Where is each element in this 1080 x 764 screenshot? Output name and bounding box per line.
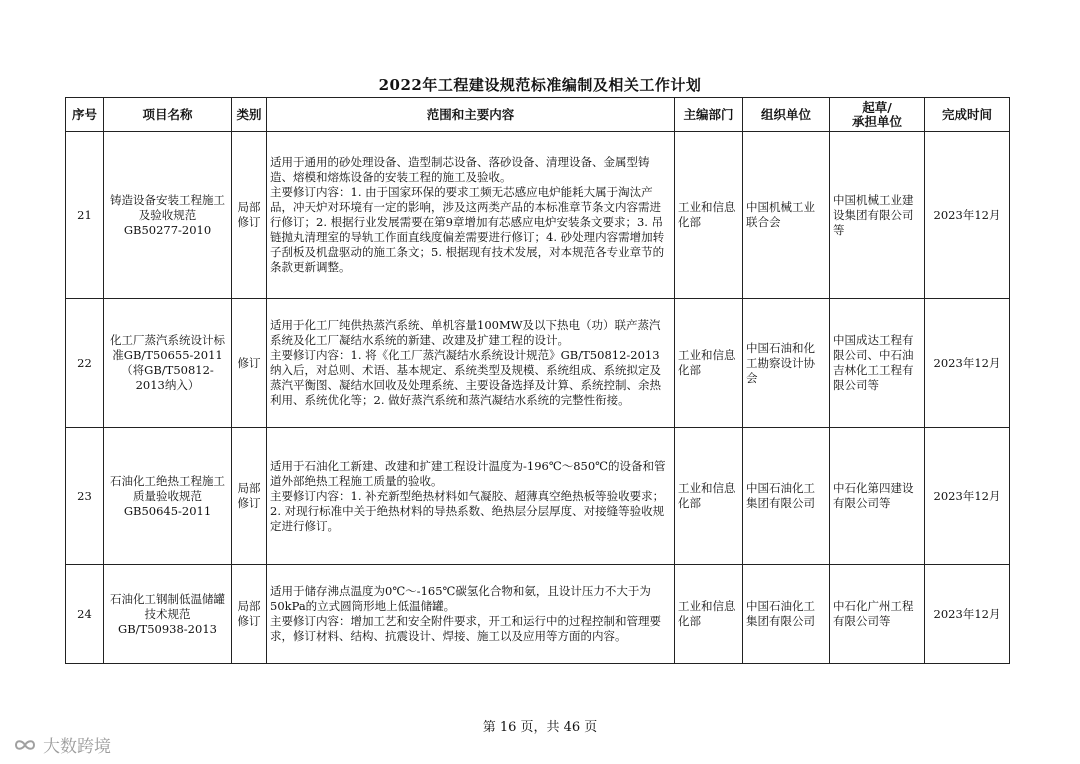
- row-deadline: 2023年12月: [925, 565, 1010, 664]
- row-deadline: 2023年12月: [925, 428, 1010, 565]
- row-drafter: 中石化第四建设有限公司等: [830, 428, 925, 565]
- table-header-row: [66, 98, 1010, 132]
- row-name: 石油化工钢制低温储罐技术规范 GB/T50938-2013: [104, 565, 232, 664]
- infinity-logo-icon: [12, 735, 38, 755]
- header-org: 组织单位: [743, 98, 830, 132]
- page-number: 第 16 页，共 46 页: [482, 720, 598, 735]
- row-name: 铸造设备安装工程施工及验收规范 GB50277-2010: [104, 132, 232, 299]
- row-name: 石油化工绝热工程施工质量验收规范 GB50645-2011: [104, 428, 232, 565]
- watermark-text: 大数跨境: [43, 737, 111, 757]
- row-org: 中国石油和化工勘察设计协会: [743, 299, 830, 428]
- work-plan-table: [65, 97, 1010, 664]
- row-dept: 工业和信息化部: [675, 299, 743, 428]
- row-no: 22: [66, 299, 104, 428]
- row-deadline: 2023年12月: [925, 299, 1010, 428]
- header-type: 类别: [232, 98, 267, 132]
- row-dept: 工业和信息化部: [675, 132, 743, 299]
- row-deadline: 2023年12月: [925, 132, 1010, 299]
- row-type: 局部 修订: [232, 428, 267, 565]
- row-type: 修订: [232, 299, 267, 428]
- row-org: 中国石油化工集团有限公司: [743, 428, 830, 565]
- table-row: [66, 428, 1010, 565]
- header-drafter: 起草/ 承担单位: [830, 98, 925, 132]
- row-scope: 适用于通用的砂处理设备、造型制芯设备、落砂设备、清理设备、金属型铸造、熔模和熔炼设备的安装工程的施工及验收。 主要修订内容：1. 由于国家环保的要求工频无芯感应电炉能耗大属于淘汰产品，冲天炉对环境有一定的影响，涉及这两类产品的本标准章节条文内容需进行修订；2. 根据行业发展需要在第9章增加有芯感应电炉安装条文要求；3. 吊链抛丸清理室的导轨工作面直线度偏差需要进行修订；4. 砂处理内容需增加转子刮板及机盘驱动的施工条文；5. 根据现有技术发展，对本规范各专业章节的条款更新调整。: [267, 132, 675, 299]
- row-org: 中国机械工业联合会: [743, 132, 830, 299]
- header-dept: 主编部门: [675, 98, 743, 132]
- row-dept: 工业和信息化部: [675, 428, 743, 565]
- row-type: 局部 修订: [232, 565, 267, 664]
- row-drafter: 中石化广州工程有限公司等: [830, 565, 925, 664]
- row-type: 局部 修订: [232, 132, 267, 299]
- row-scope: 适用于石油化工新建、改建和扩建工程设计温度为-196℃～850℃的设备和管道外部绝热工程施工质量的验收。 主要修订内容：1. 补充新型绝热材料如气凝胶、超薄真空绝热板等验收要求；2. 对现行标准中关于绝热材料的导热系数、绝热层分层厚度、对接缝等验收规定进行修订。: [267, 428, 675, 565]
- row-name: 化工厂蒸汽系统设计标准GB/T50655-2011（将GB/T50812-2013纳入）: [104, 299, 232, 428]
- header-deadline: 完成时间: [925, 98, 1010, 132]
- row-org: 中国石油化工集团有限公司: [743, 565, 830, 664]
- table-row: [66, 132, 1010, 299]
- row-no: 21: [66, 132, 104, 299]
- header-scope: 范围和主要内容: [267, 98, 675, 132]
- document-title: 2022年工程建设规范标准编制及相关工作计划: [378, 76, 702, 94]
- row-drafter: 中国机械工业建设集团有限公司等: [830, 132, 925, 299]
- row-scope: 适用于化工厂纯供热蒸汽系统、单机容量100MW及以下热电（功）联产蒸汽系统及化工厂凝结水系统的新建、改建及扩建工程的设计。 主要修订内容：1. 将《化工厂蒸汽凝结水系统设计规范》GB/T50812-2013纳入后，对总则、术语、基本规定、系统类型及规模、系统组成、系统拟定及蒸汽平衡图、凝结水回收及处理系统、主要设备选择及计算、系统控制、余热利用、系统优化等；2. 做好蒸汽系统和蒸汽凝结水系统的完整性衔接。: [267, 299, 675, 428]
- header-name: 项目名称: [104, 98, 232, 132]
- header-no: 序号: [66, 98, 104, 132]
- watermark: [12, 732, 111, 757]
- row-no: 24: [66, 565, 104, 664]
- row-dept: 工业和信息化部: [675, 565, 743, 664]
- row-scope: 适用于储存沸点温度为0℃～-165℃碳氢化合物和氨，且设计压力不大于为50kPa的立式圆筒形地上低温储罐。 主要修订内容：增加工艺和安全附件要求，开工和运行中的过程控制和管理要求，修订材料、结构、抗震设计、焊接、施工以及应用等方面的内容。: [267, 565, 675, 664]
- table-row: [66, 299, 1010, 428]
- table-row: [66, 565, 1010, 664]
- row-drafter: 中国成达工程有限公司、中石油吉林化工工程有限公司等: [830, 299, 925, 428]
- row-no: 23: [66, 428, 104, 565]
